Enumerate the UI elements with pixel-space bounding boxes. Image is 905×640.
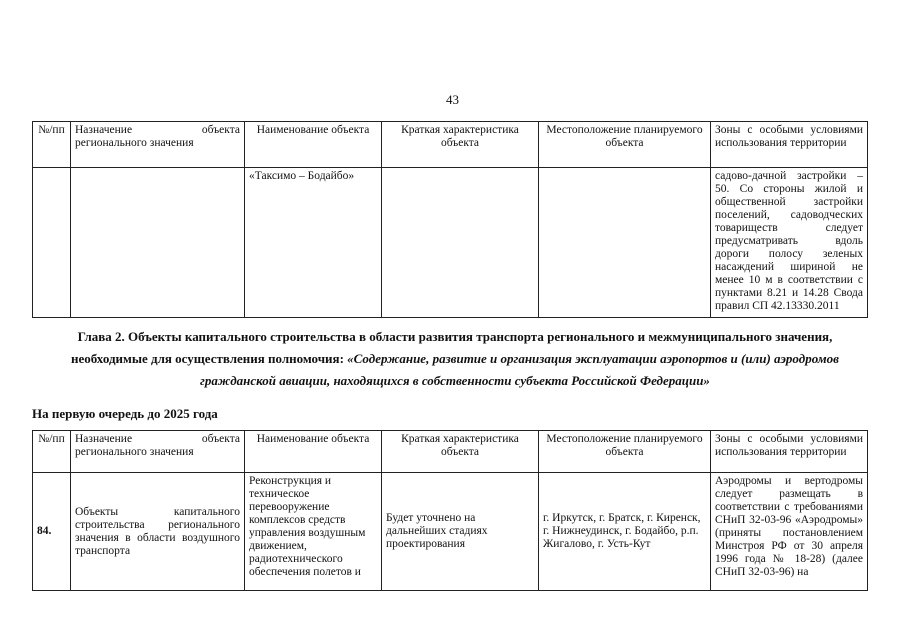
page-number: 43 — [446, 92, 459, 107]
header-name: Наименование объекта — [245, 431, 382, 473]
cell-location — [539, 168, 711, 318]
header-brief: Краткая характеристика объекта — [382, 122, 539, 168]
cell-location: г. Иркутск, г. Братск, г. Киренск, г. Нижнеудинск, г. Бодайбо, р.п. Жигалово, г. Усть-Кут — [539, 473, 711, 591]
cell-name: «Таксимо – Бодайбо» — [245, 168, 382, 318]
header-num: №/пп — [33, 122, 71, 168]
header-location: Местоположение планируемого объекта — [539, 122, 711, 168]
cell-num — [33, 168, 71, 318]
header-brief: Краткая характеристика объекта — [382, 431, 539, 473]
table-header-row — [33, 431, 868, 473]
table-row — [33, 168, 868, 318]
objects-table-continued — [32, 121, 868, 318]
header-name: Наименование объекта — [245, 122, 382, 168]
header-location: Местоположение планируемого объекта — [539, 431, 711, 473]
header-zones: Зоны с особыми условиями использования территории — [711, 122, 868, 168]
header-purpose: Назначение объекта регионального значения — [71, 431, 245, 473]
cell-name: Реконструкция и техническое перевооружение комплексов средств управления воздушным движением, радиотехнического обеспечения полетов и — [245, 473, 382, 591]
cell-brief: Будет уточнено на дальнейших стадиях проектирования — [382, 473, 539, 591]
chapter-title-italic: «Содержание, развитие и организация эксплуатации аэропортов и (или) аэродромов гражданской авиации, находящихся в собственности субъекта Российской Федерации» — [200, 351, 839, 388]
header-zones: Зоны с особыми условиями использования территории — [711, 431, 868, 473]
cell-purpose — [71, 168, 245, 318]
cell-brief — [382, 168, 539, 318]
header-purpose: Назначение объекта регионального значения — [71, 122, 245, 168]
table-header-row — [33, 122, 868, 168]
header-num: №/пп — [33, 431, 71, 473]
objects-table — [32, 430, 868, 591]
chapter-heading — [50, 326, 860, 392]
table-row — [33, 473, 868, 591]
cell-zones: садово-дачной застройки – 50. Со стороны жилой и общественной застройки поселений, садоводческих товариществ следует предусматривать вдоль дороги полосу зеленых насаждений шириной не менее 10 м в соответствии с пунктами 8.21 и 14.28 Свода правил СП 42.13330.2011 — [711, 168, 868, 318]
cell-purpose: Объекты капитального строительства регионального значения в области воздушного транспорта — [71, 473, 245, 591]
chapter-title-bold: Глава 2. Объекты капитального строительства в области развития транспорта регионального и межмуниципального значения, необходимые для осуществления полномочия: — [71, 329, 833, 366]
cell-num: 84. — [33, 473, 71, 591]
section-subheading: На первую очередь до 2025 года — [32, 406, 218, 421]
cell-zones: Аэродромы и вертодромы следует размещать в соответствии с требованиями СНиП 32-03-96 «Аэродромы» (приняты постановлением Минстроя РФ от 30 апреля 1996 года № 18-28) (далее СНиП 32-03-96) на — [711, 473, 868, 591]
